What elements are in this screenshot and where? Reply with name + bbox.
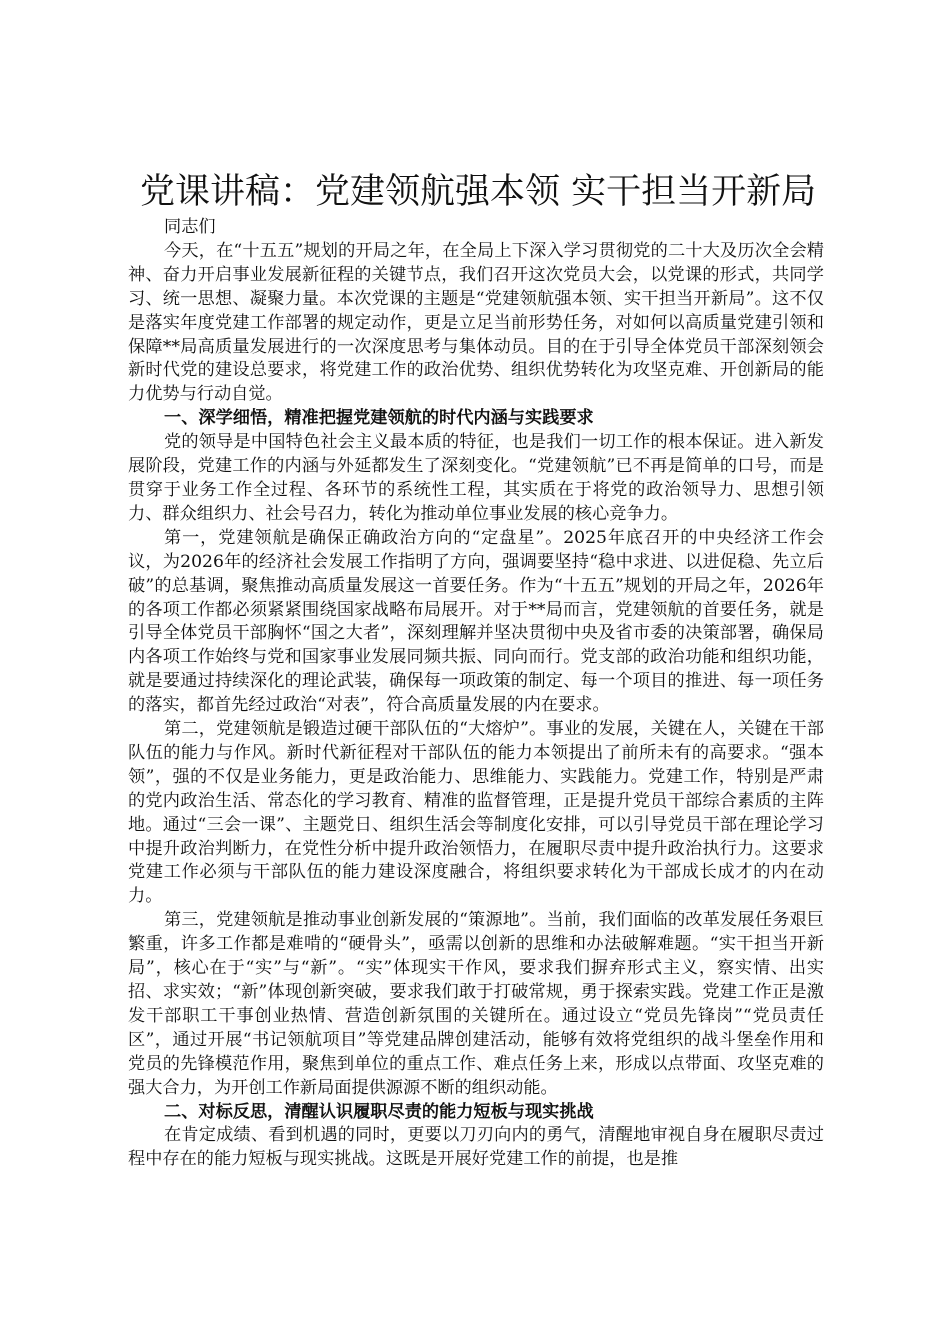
section-2-paragraph-1: 在肯定成绩、看到机遇的同时，更要以刀刃向内的勇气，清醒地审视自身在履职尽责过程中存在的能力短板与现实挑战。这既是开展好党建工作的前提，也是推 — [128, 1125, 824, 1170]
section-heading-1: 一、深学细悟，精准把握党建领航的时代内涵与实践要求 — [164, 408, 594, 429]
document-title: 党课讲稿：党建领航强本领 实干担当开新局 — [140, 172, 817, 212]
intro-paragraph: 今天，在“十五五”规划的开局之年，在全局上下深入学习贯彻党的二十大及历次全会精神、奋力开启事业发展新征程的关键节点，我们召开这次党员大会，以党课的形式，共同学习、统一思想、凝聚力量。本次党课的主题是“党建领航强本领、实干担当开新局”。这不仅是落实年度党建工作部署的规定动作，更是立足当前形势任务，对如何以高质量党建引领和保障**局高质量发展进行的一次深度思考与集体动员。目的在于引导全体党员干部深刻领会新时代党的建设总要求，将党建工作的政治优势、组织优势转化为攻坚克难、开创新局的能力优势与行动自觉。 — [128, 240, 824, 405]
salutation: 同志们 — [164, 217, 216, 237]
section-heading-2: 二、对标反思，清醒认识履职尽责的能力短板与现实挑战 — [164, 1101, 594, 1122]
section-1-paragraph-4: 第三，党建领航是推动事业创新发展的“策源地”。当前，我们面临的改革发展任务艰巨繁重，许多工作都是难啃的“硬骨头”，亟需以创新的思维和办法破解难题。“实干担当开新局”，核心在于“实”与“新”。“实”体现实干作风，要求我们摒弃形式主义，察实情、出实招、求实效；“新”体现创新突破，要求我们敢于打破常规，勇于探索实践。党建工作正是激发干部职工干事创业热情、营造创新氛围的关键所在。通过设立“党员先锋岗”“党员责任区”，通过开展“书记领航项目”等党建品牌创建活动，能够有效将党组织的战斗堡垒作用和党员的先锋模范作用，聚焦到单位的重点工作、难点任务上来，形成以点带面、攻坚克难的强大合力，为开创工作新局面提供源源不断的组织动能。 — [128, 910, 824, 1098]
document-body — [128, 168, 824, 1172]
section-1-paragraph-3: 第二，党建领航是锻造过硬干部队伍的“大熔炉”。事业的发展，关键在人，关键在干部队伍的能力与作风。新时代新征程对干部队伍的能力本领提出了前所未有的高要求。“强本领”，强的不仅是业务能力，更是政治能力、思维能力、实践能力。党建工作，特别是严肃的党内政治生活、常态化的学习教育、精准的监督管理，正是提升党员干部综合素质的主阵地。通过“三会一课”、主题党日、组织生活会等制度化安排，可以引导党员干部在理论学习中提升政治判断力，在党性分析中提升政治领悟力，在履职尽责中提升政治执行力。这要求党建工作必须与干部队伍的能力建设深度融合，将组织要求转化为干部成长成才的内在动力。 — [128, 719, 824, 907]
section-1-paragraph-1: 党的领导是中国特色社会主义最本质的特征，也是我们一切工作的根本保证。进入新发展阶段，党建工作的内涵与外延都发生了深刻变化。“党建领航”已不再是简单的口号，而是贯穿于业务工作全过程、各环节的系统性工程，其实质在于将党的政治领导力、思想引领力、群众组织力、社会号召力，转化为推动单位事业发展的核心竞争力。 — [128, 432, 824, 524]
section-1-paragraph-2: 第一，党建领航是确保正确政治方向的“定盘星”。2025年底召开的中央经济工作会议，为2026年的经济社会发展工作指明了方向，强调要坚持“稳中求进、以进促稳、先立后破”的总基调，聚焦推动高质量发展这一首要任务。作为“十五五”规划的开局之年，2026年的各项工作都必须紧紧围绕国家战略布局展开。对于**局而言，党建领航的首要任务，就是引导全体党员干部胸怀“国之大者”，深刻理解并坚决贯彻中央及省市委的决策部署，确保局内各项工作始终与党和国家事业发展同频共振、同向而行。党支部的政治功能和组织功能，就是要通过持续深化的理论武装，确保每一项政策的制定、每一个项目的推进、每一项任务的落实，都首先经过政治“对表”，符合高质量发展的内在要求。 — [128, 527, 824, 716]
